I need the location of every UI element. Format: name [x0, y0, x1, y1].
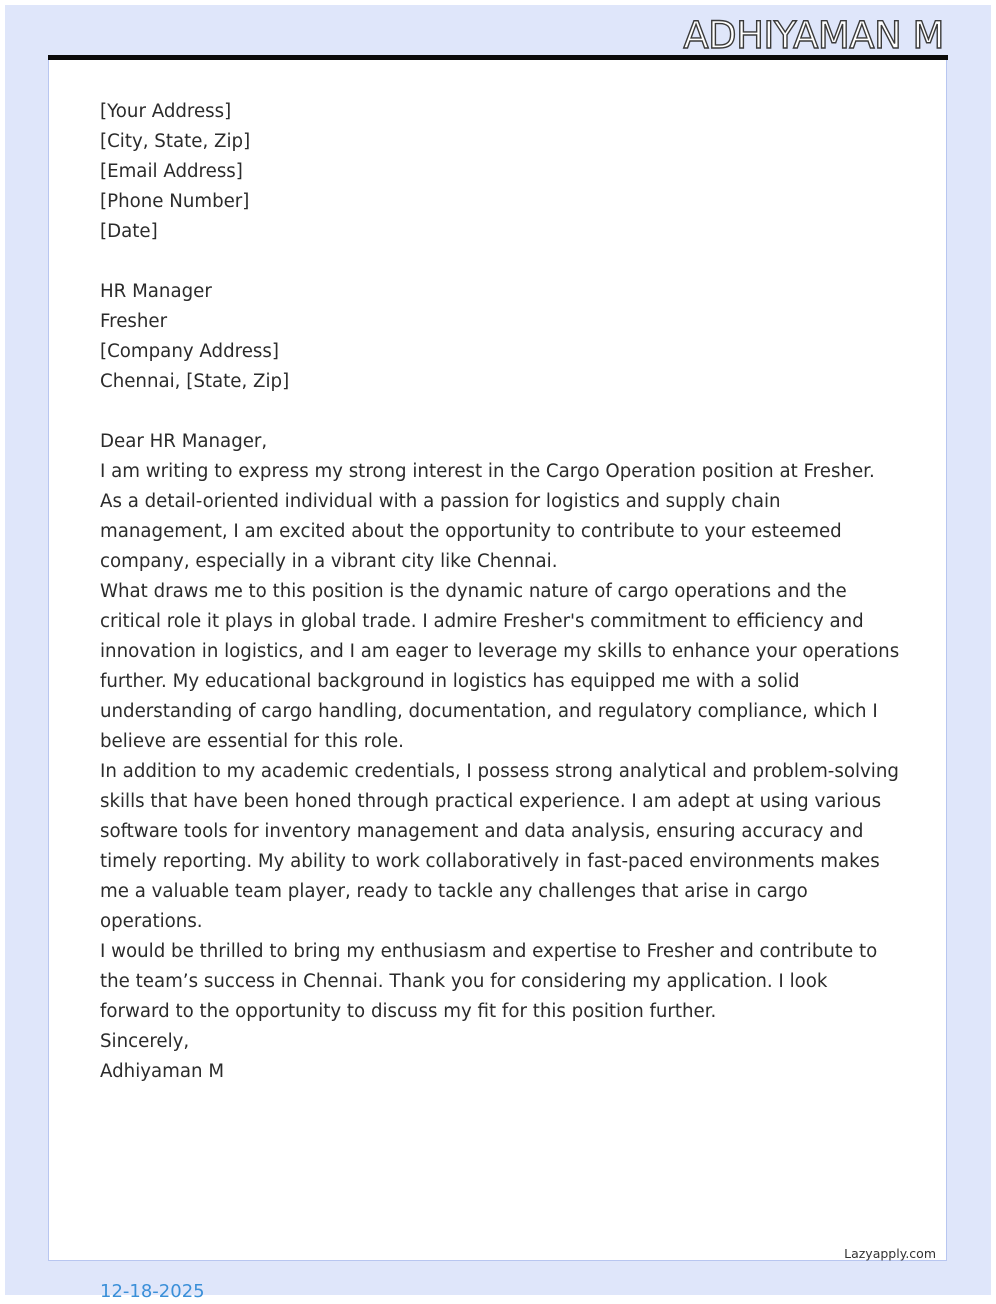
sender-address: [Your Address] — [100, 101, 232, 122]
recipient-company: Fresher — [100, 311, 168, 332]
body-paragraph: What draws me to this position is the dynamic nature of cargo operations and the critical role it plays in global trade. I admire Fresher's commitment to efficiency and innovation in logistics, and I am eager to leverage my skills to enhance your operations further. My educational background in logistics has equipped me with a solid understanding of cargo handling, documentation, and regulatory compliance, which I believe are essential for this role. — [100, 581, 900, 752]
salutation: Dear HR Manager, — [100, 431, 268, 452]
sender-city-state-zip: [City, State, Zip] — [100, 131, 251, 152]
recipient-title: HR Manager — [100, 281, 212, 302]
letter-body — [100, 97, 900, 1087]
body-paragraph: I am writing to express my strong interest in the Cargo Operation position at Fresher. As a detail-oriented individual with a passion for logistics and supply chain management, I am excited about the opportunity to contribute to your esteemed company, especially in a vibrant city like Chennai. — [100, 461, 875, 572]
recipient-block — [100, 277, 900, 397]
body-paragraph: I would be thrilled to bring my enthusiasm and expertise to Fresher and contribute to the team’s success in Chennai. Thank you for considering my application. I look forward to the opportunity to discuss my fit for this position further. — [100, 941, 878, 1022]
sender-phone: [Phone Number] — [100, 191, 250, 212]
recipient-city: Chennai, [State, Zip] — [100, 371, 290, 392]
applicant-name-header: ADHIYAMAN M — [683, 14, 944, 57]
signature: Adhiyaman M — [100, 1061, 225, 1082]
footer-date: 12-18-2025 — [100, 1281, 205, 1302]
watermark-text: Lazyapply.com — [844, 1246, 936, 1261]
sender-email: [Email Address] — [100, 161, 243, 182]
sender-date: [Date] — [100, 221, 158, 242]
sender-block — [100, 97, 900, 247]
closing: Sincerely, — [100, 1031, 190, 1052]
recipient-address: [Company Address] — [100, 341, 279, 362]
body-paragraph: In addition to my academic credentials, I possess strong analytical and problem-solving skills that have been honed through practical experience. I am adept at using various software tools for inventory management and data analysis, ensuring accuracy and timely reporting. My ability to work collaboratively in fast-paced environments makes me a valuable team player, ready to tackle any challenges that arise in cargo operations. — [100, 761, 899, 932]
